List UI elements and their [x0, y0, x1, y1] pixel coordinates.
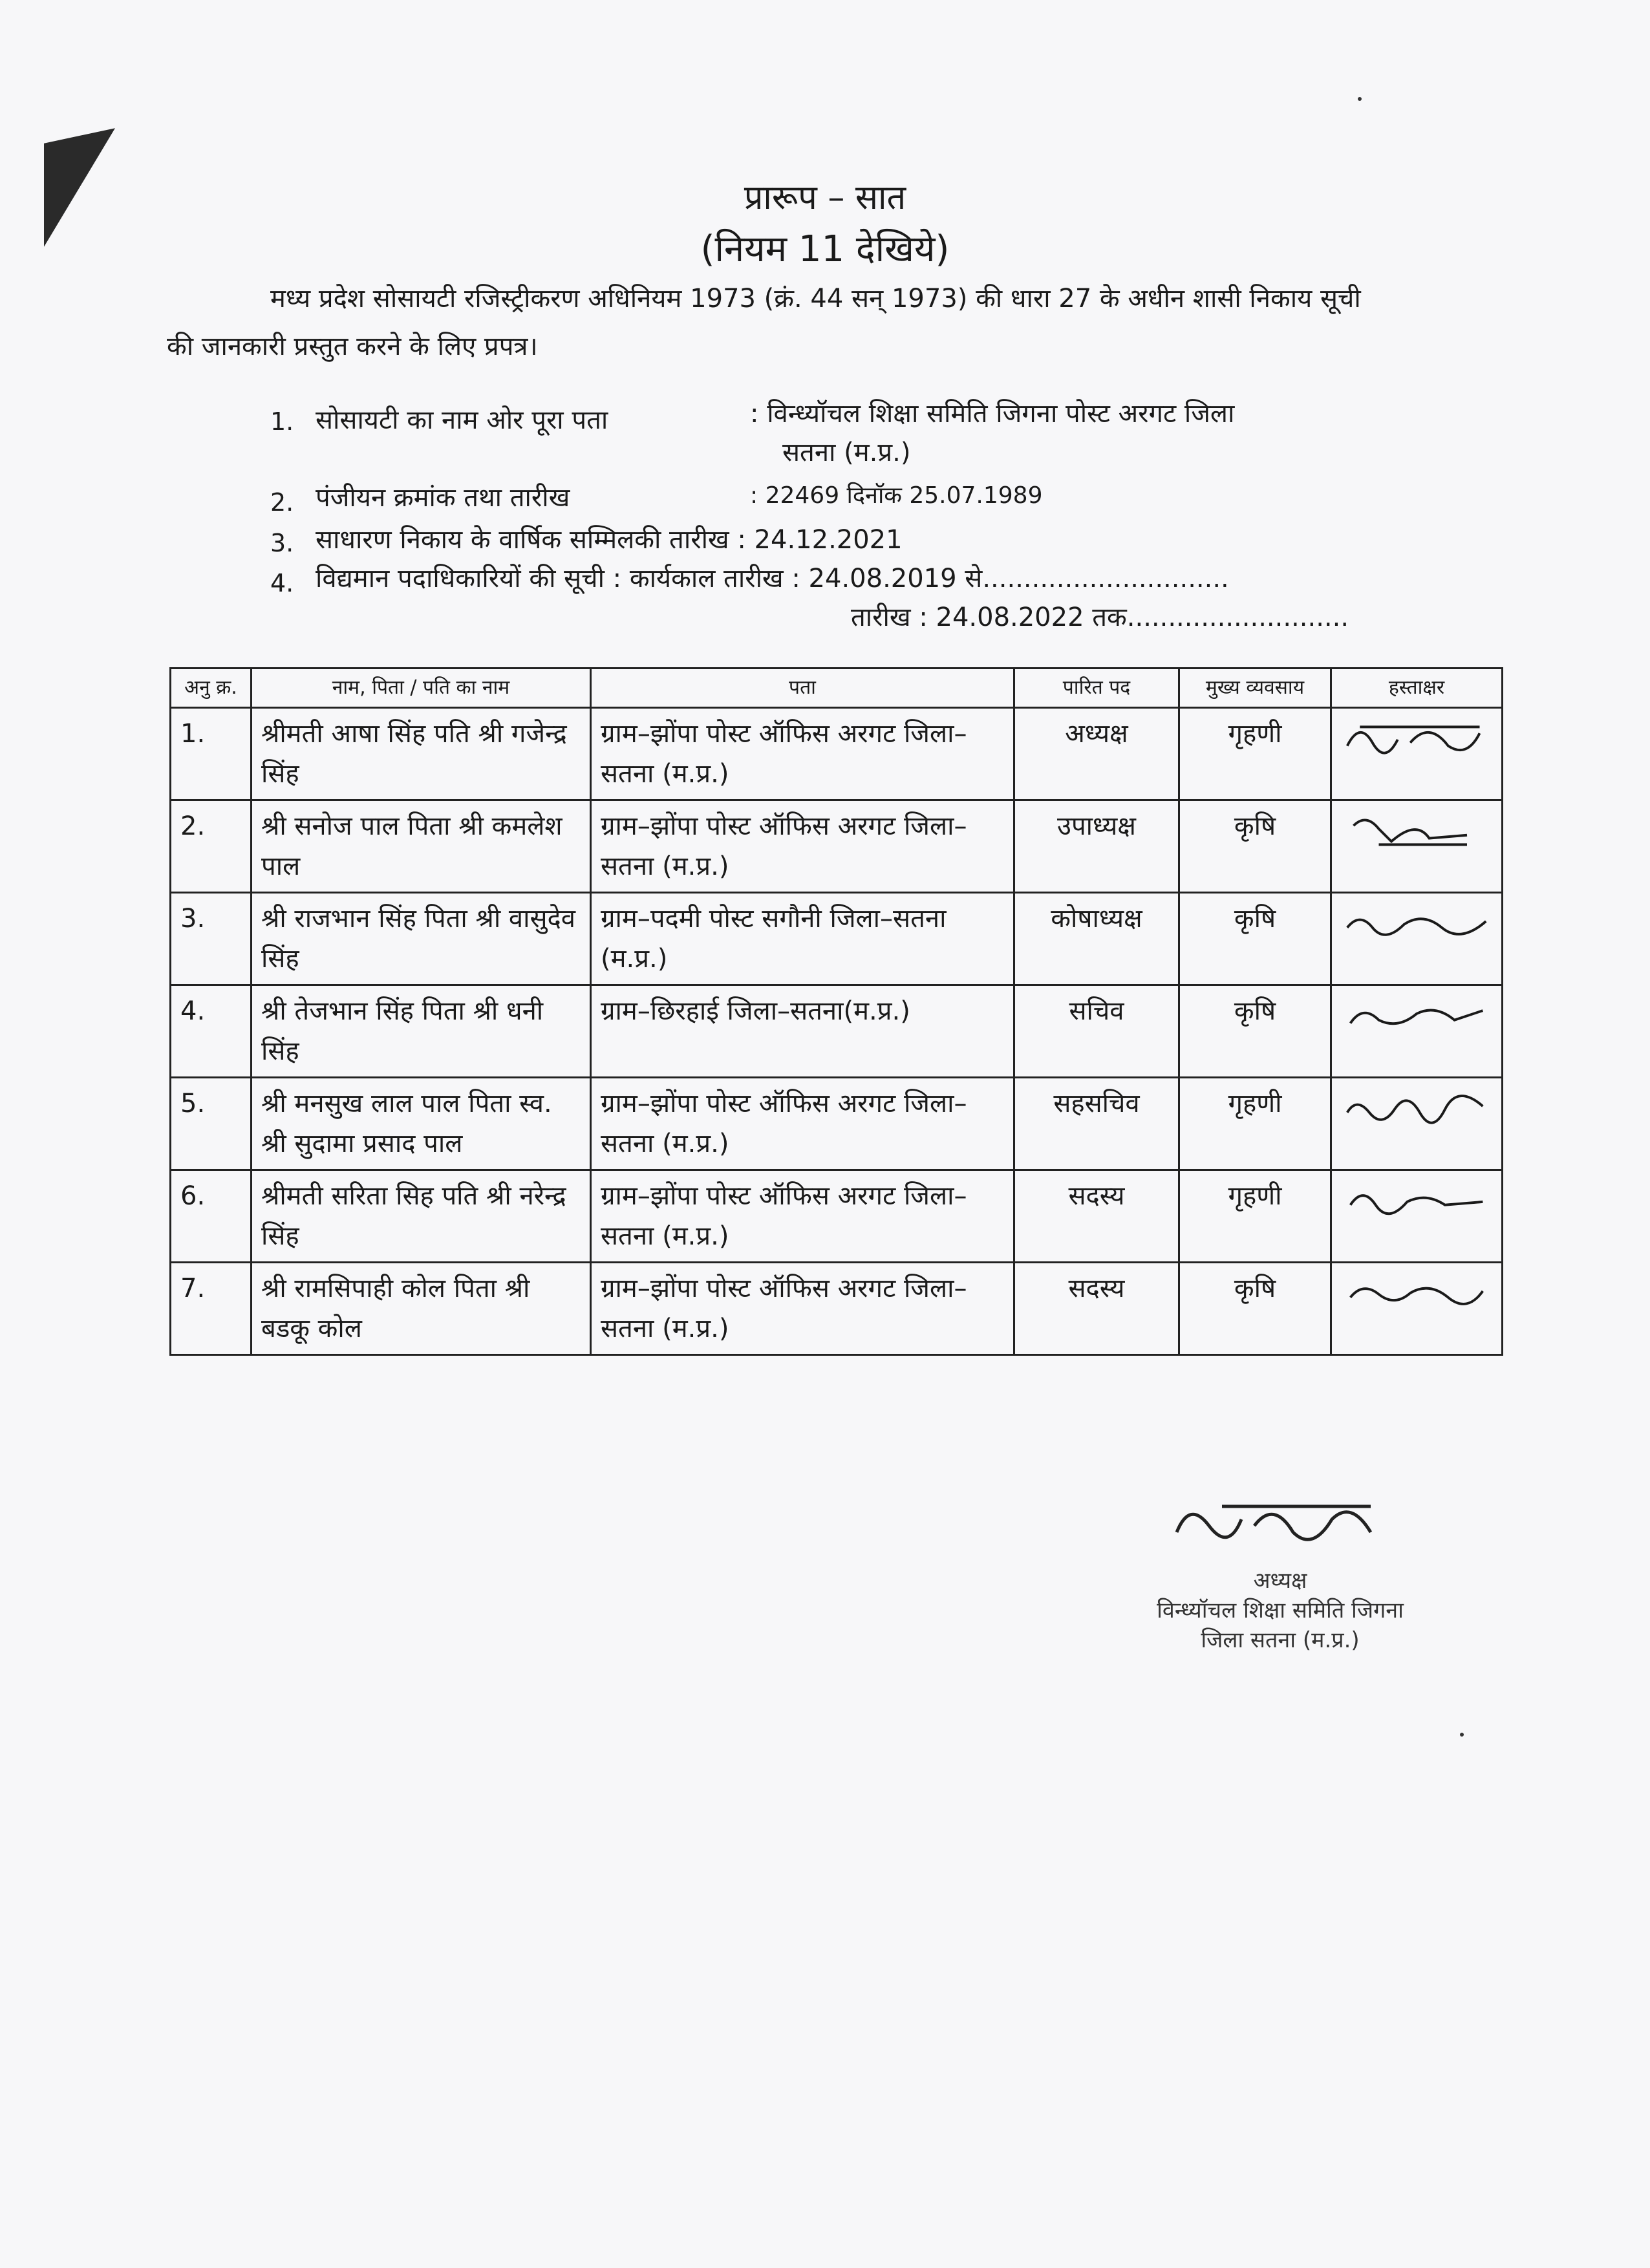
- president-seal: [1054, 1487, 1506, 1654]
- cell-name: श्री तेजभान सिंह पिता श्री धनी सिंह: [252, 985, 591, 1078]
- field-number: 3.: [270, 529, 294, 557]
- seal-org: विन्ध्यॉचल शिक्षा समिति जिगना: [1157, 1598, 1404, 1623]
- cell-sno: 6.: [171, 1170, 252, 1263]
- cell-sno: 3.: [171, 893, 252, 985]
- signature-mark: [1341, 899, 1492, 944]
- signature-mark: [1341, 1084, 1492, 1129]
- seal-designation: अध्यक्ष: [1253, 1568, 1307, 1594]
- cell-occupation: कृषि: [1179, 985, 1331, 1078]
- table-row: [171, 708, 1503, 800]
- president-signature: [1164, 1487, 1397, 1565]
- cell-signature: [1331, 893, 1503, 985]
- field-value-cont: सतना (म.प्र.): [782, 438, 911, 467]
- header-sno: अनु क्र.: [171, 669, 252, 708]
- table-row: [171, 1078, 1503, 1170]
- cell-address: ग्राम–छिरहाई जिला–सतना(म.प्र.): [591, 985, 1014, 1078]
- cell-sno: 7.: [171, 1263, 252, 1355]
- table-header-row: [171, 669, 1503, 708]
- cell-occupation: गृहणी: [1179, 708, 1331, 800]
- table-row: [171, 800, 1503, 893]
- cell-name: श्री रामसिपाही कोल पिता श्री बडकू कोल: [252, 1263, 591, 1355]
- cell-signature: [1331, 708, 1503, 800]
- header-name: नाम, पिता / पति का नाम: [252, 669, 591, 708]
- field-label: पंजीयन क्रमांक तथा तारीख: [316, 483, 570, 513]
- form-intro: मध्य प्रदेश सोसायटी रजिस्ट्रीकरण अधिनियम 1973 (क्रं. 44 सन् 1973) की धारा 27 के अधीन शासी निकाय सूची की जानकारी प्रस्तुत करने के लिए प्रपत्र।: [167, 284, 1361, 361]
- field-number: 4.: [270, 569, 294, 597]
- cell-signature: [1331, 985, 1503, 1078]
- cell-signature: [1331, 1170, 1503, 1263]
- form-title: प्रारूप – सात: [744, 178, 906, 217]
- cell-signature: [1331, 1263, 1503, 1355]
- cell-post: उपाध्यक्ष: [1014, 800, 1179, 893]
- cell-occupation: कृषि: [1179, 800, 1331, 893]
- table-row: [171, 1263, 1503, 1355]
- cell-name: श्री राजभान सिंह पिता श्री वासुदेव सिंह: [252, 893, 591, 985]
- field-label: सोसायटी का नाम ओर पूरा पता: [316, 405, 608, 435]
- field-label: साधारण निकाय के वार्षिक सम्मिलकी तारीख : 24.12.2021: [316, 525, 903, 555]
- field-value: : 22469 दिनॉक 25.07.1989: [750, 482, 1043, 509]
- field-label: विद्यमान पदाधिकारियों की सूची : कार्यकाल तारीख : 24.08.2019 से..............................: [316, 564, 1229, 594]
- table-row: [171, 893, 1503, 985]
- header-address: पता: [591, 669, 1014, 708]
- field-number: 2.: [270, 488, 294, 517]
- signature-mark: [1341, 1176, 1492, 1221]
- cell-address: ग्राम–झोंपा पोस्ट ऑफिस अरगट जिला–सतना (म.प्र.): [591, 708, 1014, 800]
- cell-sno: 1.: [171, 708, 252, 800]
- table-row: [171, 1170, 1503, 1263]
- signature-mark: [1341, 806, 1492, 851]
- cell-name: श्रीमती आषा सिंह पति श्री गजेन्द्र सिंह: [252, 708, 591, 800]
- cell-address: ग्राम–पदमी पोस्ट सगौनी जिला–सतना (म.प्र.): [591, 893, 1014, 985]
- cell-sno: 5.: [171, 1078, 252, 1170]
- seal-district: जिला सतना (म.प्र.): [1201, 1627, 1360, 1653]
- field-value: : विन्ध्यॉचल शिक्षा समिति जिगना पोस्ट अरगट जिला: [750, 399, 1235, 429]
- cell-post: सदस्य: [1014, 1263, 1179, 1355]
- cell-post: सदस्य: [1014, 1170, 1179, 1263]
- table-row: [171, 985, 1503, 1078]
- cell-address: ग्राम–झोंपा पोस्ट ऑफिस अरगट जिला–सतना (म.प्र.): [591, 1170, 1014, 1263]
- cell-post: सहसचिव: [1014, 1078, 1179, 1170]
- cell-signature: [1331, 1078, 1503, 1170]
- cell-post: सचिव: [1014, 985, 1179, 1078]
- cell-signature: [1331, 800, 1503, 893]
- cell-occupation: कृषि: [1179, 893, 1331, 985]
- cell-name: श्रीमती सरिता सिह पति श्री नरेन्द्र सिंह: [252, 1170, 591, 1263]
- cell-name: श्री मनसुख लाल पाल पिता स्व. श्री सुदामा प्रसाद पाल: [252, 1078, 591, 1170]
- field-number: 1.: [270, 407, 294, 436]
- cell-sno: 2.: [171, 800, 252, 893]
- cell-occupation: कृषि: [1179, 1263, 1331, 1355]
- cell-address: ग्राम–झोंपा पोस्ट ऑफिस अरगट जिला–सतना (म.प्र.): [591, 1078, 1014, 1170]
- scan-speck: [1460, 1733, 1464, 1737]
- signature-mark: [1341, 991, 1492, 1036]
- signature-mark: [1341, 1268, 1492, 1314]
- cell-sno: 4.: [171, 985, 252, 1078]
- header-occupation: मुख्य व्यवसाय: [1179, 669, 1331, 708]
- field-label-cont: तारीख : 24.08.2022 तक...........................: [851, 603, 1349, 632]
- officers-table: [169, 667, 1503, 1356]
- cell-name: श्री सनोज पाल पिता श्री कमलेश पाल: [252, 800, 591, 893]
- cell-address: ग्राम–झोंपा पोस्ट ऑफिस अरगट जिला–सतना (म.प्र.): [591, 800, 1014, 893]
- signature-mark: [1341, 714, 1492, 759]
- cell-post: अध्यक्ष: [1014, 708, 1179, 800]
- cell-post: कोषाध्यक्ष: [1014, 893, 1179, 985]
- header-signature: हस्ताक्षर: [1331, 669, 1503, 708]
- scan-speck: [1358, 97, 1362, 101]
- form-subtitle: (नियम 11 देखिये): [700, 228, 950, 270]
- cell-occupation: गृहणी: [1179, 1078, 1331, 1170]
- header-post: पारित पद: [1014, 669, 1179, 708]
- cell-address: ग्राम–झोंपा पोस्ट ऑफिस अरगट जिला–सतना (म.प्र.): [591, 1263, 1014, 1355]
- cell-occupation: गृहणी: [1179, 1170, 1331, 1263]
